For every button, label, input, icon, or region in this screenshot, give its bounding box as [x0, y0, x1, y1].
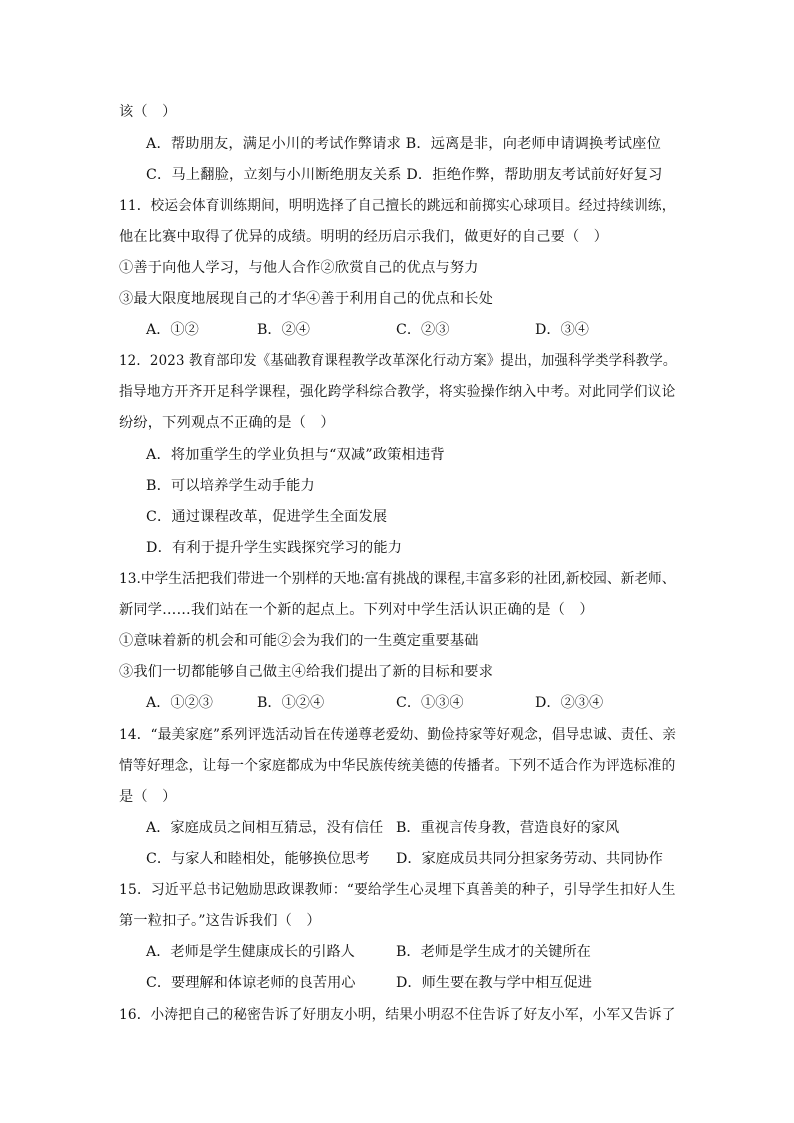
q14-option-d: D．家庭成员共同分担家务劳动、共同协作 [396, 851, 663, 867]
q13-option-a: A．①②③ [146, 695, 213, 711]
q11-option-c: C．②③ [396, 322, 450, 338]
q12-stem-line3: 纷纷，下列观点不正确的是（ ） [119, 415, 335, 431]
q10-options-ab: A．帮助朋友，满足小川的考试作弊请求 B．远离是非，向老师申请调换考试座位 [146, 136, 661, 152]
q12-option-d: D．有利于提升学生实践探究学习的能力 [146, 540, 403, 556]
q14-option-b: B．重视言传身教，营造良好的家风 [396, 820, 620, 836]
q15-option-b: B．老师是学生成才的关键所在 [396, 944, 591, 960]
q12-option-a: A．将加重学生的学业负担与“双减”政策相违背 [146, 447, 445, 463]
q13-statements-12: ①意味着新的机会和可能②会为我们的一生奠定重要基础 [119, 633, 479, 649]
q14-stem-line3: 是（ ） [119, 789, 177, 805]
q15-stem-line1: 15．习近平总书记勉励思政课教师：“要给学生心灵埋下真善美的种子，引导学生扣好人生 [119, 882, 676, 898]
q11-stem-line2: 他在比赛中取得了优异的成绩。明明的经历启示我们，做更好的自己要（ ） [119, 229, 609, 245]
q11-option-d: D．③④ [535, 322, 589, 338]
q10-stem-tail: 该（ ） [119, 104, 177, 120]
q14-option-c: C．与家人和睦相处，能够换位思考 [146, 851, 370, 867]
q16-stem-line1: 16．小涛把自己的秘密告诉了好朋友小明，结果小明忍不住告诉了好友小军，小军又告诉了 [119, 1007, 676, 1023]
q13-option-b: B．①②④ [257, 695, 325, 711]
q11-option-b: B．②④ [257, 322, 310, 338]
q13-stem-line2: 新同学……我们站在一个新的起点上。下列对中学生活认识正确的是（ ） [119, 602, 594, 618]
q13-option-c: C．①③④ [396, 695, 464, 711]
q11-stem-line1: 11．校运会体育训练期间，明明选择了自己擅长的跳远和前掷实心球项目。经过持续训练， [119, 198, 676, 214]
q13-option-d: D．②③④ [535, 695, 604, 711]
q10-options-cd: C．马上翻脸，立刻与小川断绝朋友关系 D．拒绝作弊，帮助朋友考试前好好复习 [146, 167, 663, 183]
q12-stem-line2: 指导地方开齐开足科学课程，强化跨学科综合教学，将实验操作纳入中考。对此同学们议论 [119, 384, 676, 400]
q14-option-a: A．家庭成员之间相互猜忌，没有信任 [146, 820, 384, 836]
q14-stem-line2: 情等好理念，让每一个家庭都成为中华民族传统美德的传播者。下列不适合作为评选标准的 [119, 758, 676, 774]
q12-option-c: C．通过课程改革，促进学生全面发展 [146, 509, 388, 525]
q12-stem-line1: 12．2023 教育部印发《基础教育课程教学改革深化行动方案》提出，加强科学类学科教学。 [119, 353, 677, 369]
q13-statements-34: ③我们一切都能够自己做主④给我们提出了新的目标和要求 [119, 664, 494, 680]
q15-option-d: D．师生要在教与学中相互促进 [396, 975, 592, 991]
q15-option-c: C．要理解和体谅老师的良苦用心 [146, 975, 356, 991]
q11-option-a: A．①② [146, 322, 199, 338]
q13-stem-line1: 13.中学生活把我们带进一个别样的天地:富有挑战的课程,丰富多彩的社团,新校园、新老师、 [119, 571, 676, 587]
q15-stem-line2: 第一粒扣子。”这告诉我们（ ） [119, 913, 321, 929]
q14-stem-line1: 14．“最美家庭”系列评选活动旨在传递尊老爱幼、勤俭持家等好观念，倡导忠诚、责任、亲 [119, 727, 677, 743]
q11-statements-12: ①善于向他人学习，与他人合作②欣赏自己的优点与努力 [119, 260, 479, 276]
q15-option-a: A．老师是学生健康成长的引路人 [146, 944, 355, 960]
q11-statements-34: ③最大限度地展现自己的才华④善于利用自己的优点和长处 [119, 291, 494, 307]
q12-option-b: B．可以培养学生动手能力 [146, 478, 315, 494]
